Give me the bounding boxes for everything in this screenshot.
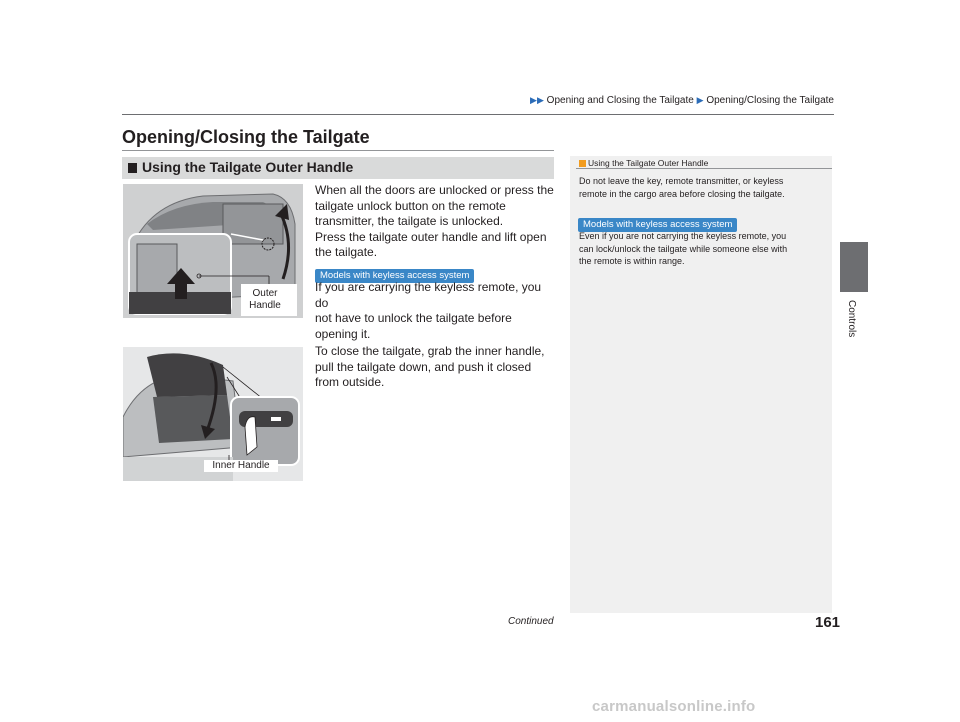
section-heading: Using the Tailgate Outer Handle: [142, 159, 354, 175]
outer-handle-label-line2: Handle: [249, 300, 281, 311]
text-line: the remote is within range.: [579, 256, 685, 266]
title-rule: [122, 150, 554, 151]
section-square-icon: [128, 163, 137, 173]
text-line: the tailgate.: [315, 245, 378, 259]
text-line: Press the tailgate outer handle and lift open: [315, 229, 547, 244]
text-line: Even if you are not carrying the keyless remote, you: [579, 231, 787, 241]
inner-handle-label: Inner Handle: [204, 460, 278, 472]
section-heading-bar: [122, 157, 554, 179]
text-line: When all the doors are unlocked or press the: [315, 183, 554, 197]
text-line: If you are carrying the keyless remote, you do: [315, 280, 542, 310]
outer-handle-callout: [240, 288, 290, 312]
breadcrumb-arrow-icon: ▶▶: [530, 95, 544, 105]
paragraph-closing: [315, 344, 555, 391]
sidebar-paragraph-2: [579, 230, 829, 268]
paragraph-unlock: [315, 183, 555, 261]
text-line: Do not leave the key, remote transmitter, or keyless: [579, 176, 784, 186]
sidebar-heading: [579, 158, 708, 168]
breadcrumb: [0, 95, 834, 106]
chapter-label: Controls: [846, 300, 857, 338]
chapter-thumb-tab[interactable]: [840, 242, 868, 292]
text-line: pull the tailgate down, and push it closed: [315, 359, 532, 374]
continued-label: Continued: [508, 616, 554, 627]
text-line: transmitter, the tailgate is unlocked.: [315, 214, 504, 228]
text-line: To close the tailgate, grab the inner handle,: [315, 344, 545, 358]
page-title: Opening/Closing the Tailgate: [122, 127, 370, 147]
keyless-models-badge: Models with keyless access system: [315, 269, 474, 283]
breadcrumb-parent[interactable]: Opening and Closing the Tailgate: [546, 95, 694, 106]
text-line: tailgate unlock button on the remote: [315, 198, 506, 213]
page-number: 161: [815, 614, 841, 631]
sidebar-rule: [576, 168, 832, 169]
text-line: remote in the cargo area before closing the tailgate.: [579, 188, 785, 199]
text-line: opening it.: [315, 326, 371, 341]
sidebar-paragraph-1: [579, 175, 829, 200]
paragraph-keyless: [315, 280, 555, 342]
breadcrumb-current: Opening/Closing the Tailgate: [706, 95, 834, 106]
text-line: can lock/unlock the tailgate while someone else with: [579, 243, 788, 254]
reference-icon: [579, 160, 586, 167]
header-rule: [122, 114, 834, 115]
breadcrumb-arrow-icon: ▶: [696, 95, 704, 105]
sidebar-heading-text: Using the Tailgate Outer Handle: [588, 158, 709, 168]
watermark: carmanualsonline.info: [592, 698, 756, 715]
text-line: from outside.: [315, 375, 385, 389]
outer-handle-label-line1: Outer: [252, 288, 278, 299]
sidebar-keyless-badge: Models with keyless access system: [578, 218, 737, 232]
text-line: not have to unlock the tailgate before: [315, 311, 512, 325]
